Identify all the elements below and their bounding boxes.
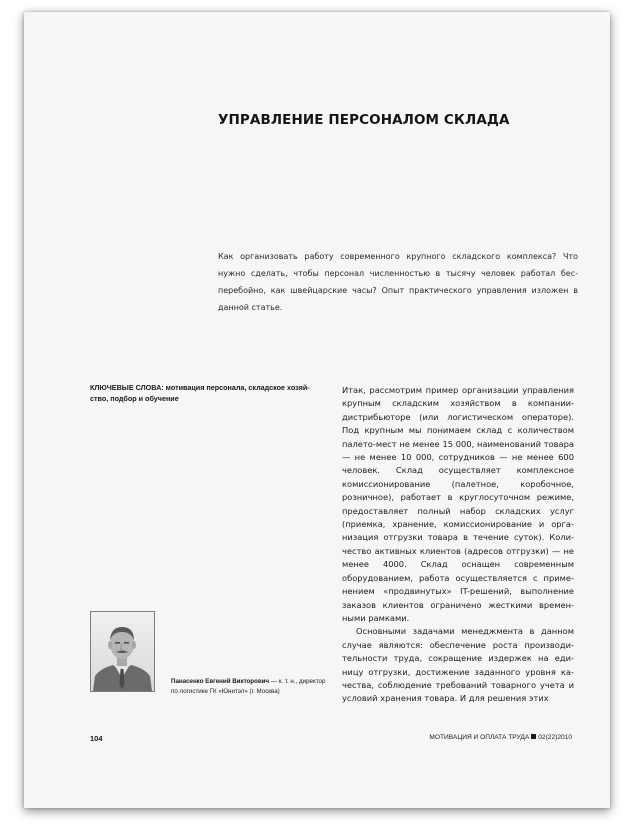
body-paragraph: Итак, рассмотрим пример организации управления крупным складским хозяйством в компании-дистрибьюторе (или логистическом операторе). Под крупным мы понимаем склад с количеством палето-мест не менее 15 000, наименований товара — не менее 10 000, сотрудников — не менее 600 человек. Склад осуществляет комплексное комиссионирование (палетное, коробочное, розничное), работает в круглосуточном режиме, предоставляет полный набор складских услуг (приемка, хранение, комиссионирование и организация отгрузки товара в течение суток). Количество активных клиентов (адресов отгрузки) — не менее 4000. Склад оснащен современным оборудованием, работа осуществляется с применением «продвинутых» IT-решений, выполнение заказов клиентов ограничено жесткими временными рамками.: [342, 385, 574, 623]
author-name: Панасенко Евгений Викторович: [171, 678, 270, 685]
article-title: УПРАВЛЕНИЕ ПЕРСОНАЛОМ СКЛАДА: [218, 112, 510, 128]
author-description: — к. т. н., директор по логистике ГК «Юнитэл» (г. Москва): [171, 678, 326, 695]
body-paragraph: Основными задачами менеджмента в данном случае являются: обеспечение роста производительности труда, сокращение издержек на единицу отгрузки, достижение заданного уровня качества, соблюдение требований товарного учета и условий хранения товара. И для решения этих: [342, 626, 574, 704]
article-body: [342, 384, 574, 706]
author-caption: [171, 677, 331, 697]
document-page: [24, 12, 610, 808]
page-number: 104: [90, 734, 103, 743]
article-lead: Как организовать работу современного крупного складского комплекса? Что нужно сделать, чтобы персонал численностью в тысячу человек работал бесперебойно, как швейцарские часы? Опыт практического управления изложен в данной статье.: [218, 252, 578, 312]
square-separator-icon: [531, 734, 536, 739]
article-keywords: КЛЮЧЕВЫЕ СЛОВА: мотивация персонала, складское хозяйство, подбор и обучение: [90, 383, 310, 403]
author-portrait-icon: [91, 612, 154, 691]
journal-footer: [429, 734, 572, 741]
author-photo: [90, 611, 155, 692]
journal-title: МОТИВАЦИЯ И ОПЛАТА ТРУДА: [429, 734, 530, 741]
journal-issue: 02(22)2010: [538, 734, 572, 741]
